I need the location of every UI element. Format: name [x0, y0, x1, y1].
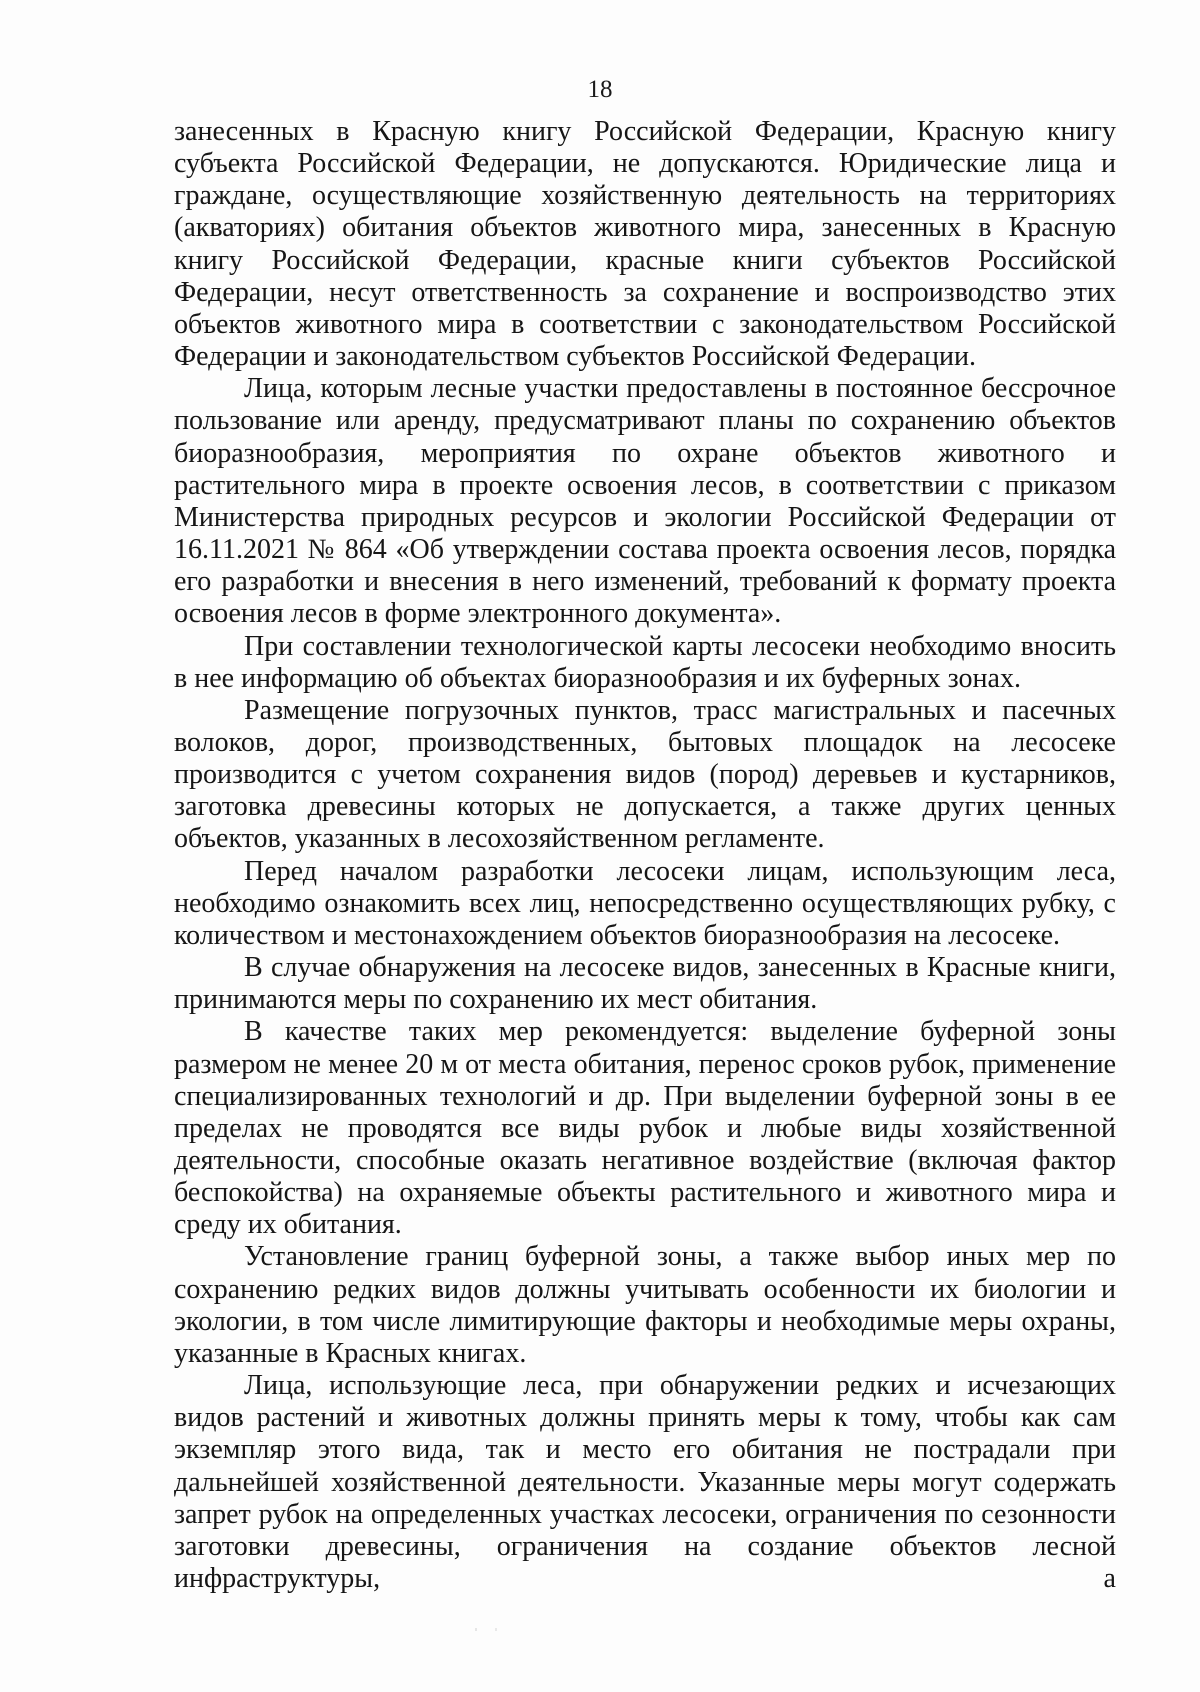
scan-artifact	[465, 1628, 525, 1631]
paragraph-8: Установление границ буферной зоны, а также выбор иных мер по сохранению редких видов должны учитывать особенности их биологии и экологии, в том числе лимитирующие факторы и необходимые меры охраны, указанные в Красных книгах.	[174, 1241, 1116, 1369]
paragraph-2: Лица, которым лесные участки предоставлены в постоянное бессрочное пользование или аренду, предусматривают планы по сохранению объектов биоразнообразия, мероприятия по охране объектов животного и растительного мира в проекте освоения лесов, в соответствии с приказом Министерства природных ресурсов и экологии Российской Федерации от 16.11.2021 № 864 «Об утверждении состава проекта освоения лесов, порядка его разработки и внесения в него изменений, требований к формату проекта освоения лесов в форме электронного документа».	[174, 373, 1116, 630]
document-body	[174, 116, 1116, 1595]
page-number: 18	[587, 76, 613, 103]
paragraph-1: занесенных в Красную книгу Российской Федерации, Красную книгу субъекта Российской Федерации, не допускаются. Юридические лица и граждане, осуществляющие хозяйственную деятельность на территориях (акваториях) обитания объектов животного мира, занесенных в Красную книгу Российской Федерации, красные книги субъектов Российской Федерации, несут ответственность за сохранение и воспроизводство этих объектов животного мира в соответствии с законодательством Российской Федерации и законодательством субъектов Российской Федерации.	[174, 116, 1116, 373]
paragraph-6: В случае обнаружения на лесосеке видов, занесенных в Красные книги, принимаются меры по сохранению их мест обитания.	[174, 952, 1116, 1016]
paragraph-7: В качестве таких мер рекомендуется: выделение буферной зоны размером не менее 20 м от места обитания, перенос сроков рубок, применение специализированных технологий и др. При выделении буферной зоны в ее пределах не проводятся все виды рубок и любые виды хозяйственной деятельности, способные оказать негативное воздействие (включая фактор беспокойства) на охраняемые объекты растительного и животного мира и среду их обитания.	[174, 1016, 1116, 1241]
paragraph-3: При составлении технологической карты лесосеки необходимо вносить в нее информацию об объектах биоразнообразия и их буферных зонах.	[174, 630, 1116, 694]
paragraph-5: Перед началом разработки лесосеки лицам, использующим леса, необходимо ознакомить всех лиц, непосредственно осуществляющих рубку, с количеством и местонахождением объектов биоразнообразия на лесосеке.	[174, 855, 1116, 951]
paragraph-9: Лица, использующие леса, при обнаружении редких и исчезающих видов растений и животных должны принять меры к тому, чтобы как сам экземпляр этого вида, так и место его обитания не пострадали при дальнейшей хозяйственной деятельности. Указанные меры могут содержать запрет рубок на определенных участках лесосеки, ограничения по сезонности заготовки древесины, ограничения на создание объектов лесной инфраструктуры, а	[174, 1370, 1116, 1595]
paragraph-4: Размещение погрузочных пунктов, трасс магистральных и пасечных волоков, дорог, производственных, бытовых площадок на лесосеке производится с учетом сохранения видов (пород) деревьев и кустарников, заготовка древесины которых не допускается, а также других ценных объектов, указанных в лесохозяйственном регламенте.	[174, 694, 1116, 855]
